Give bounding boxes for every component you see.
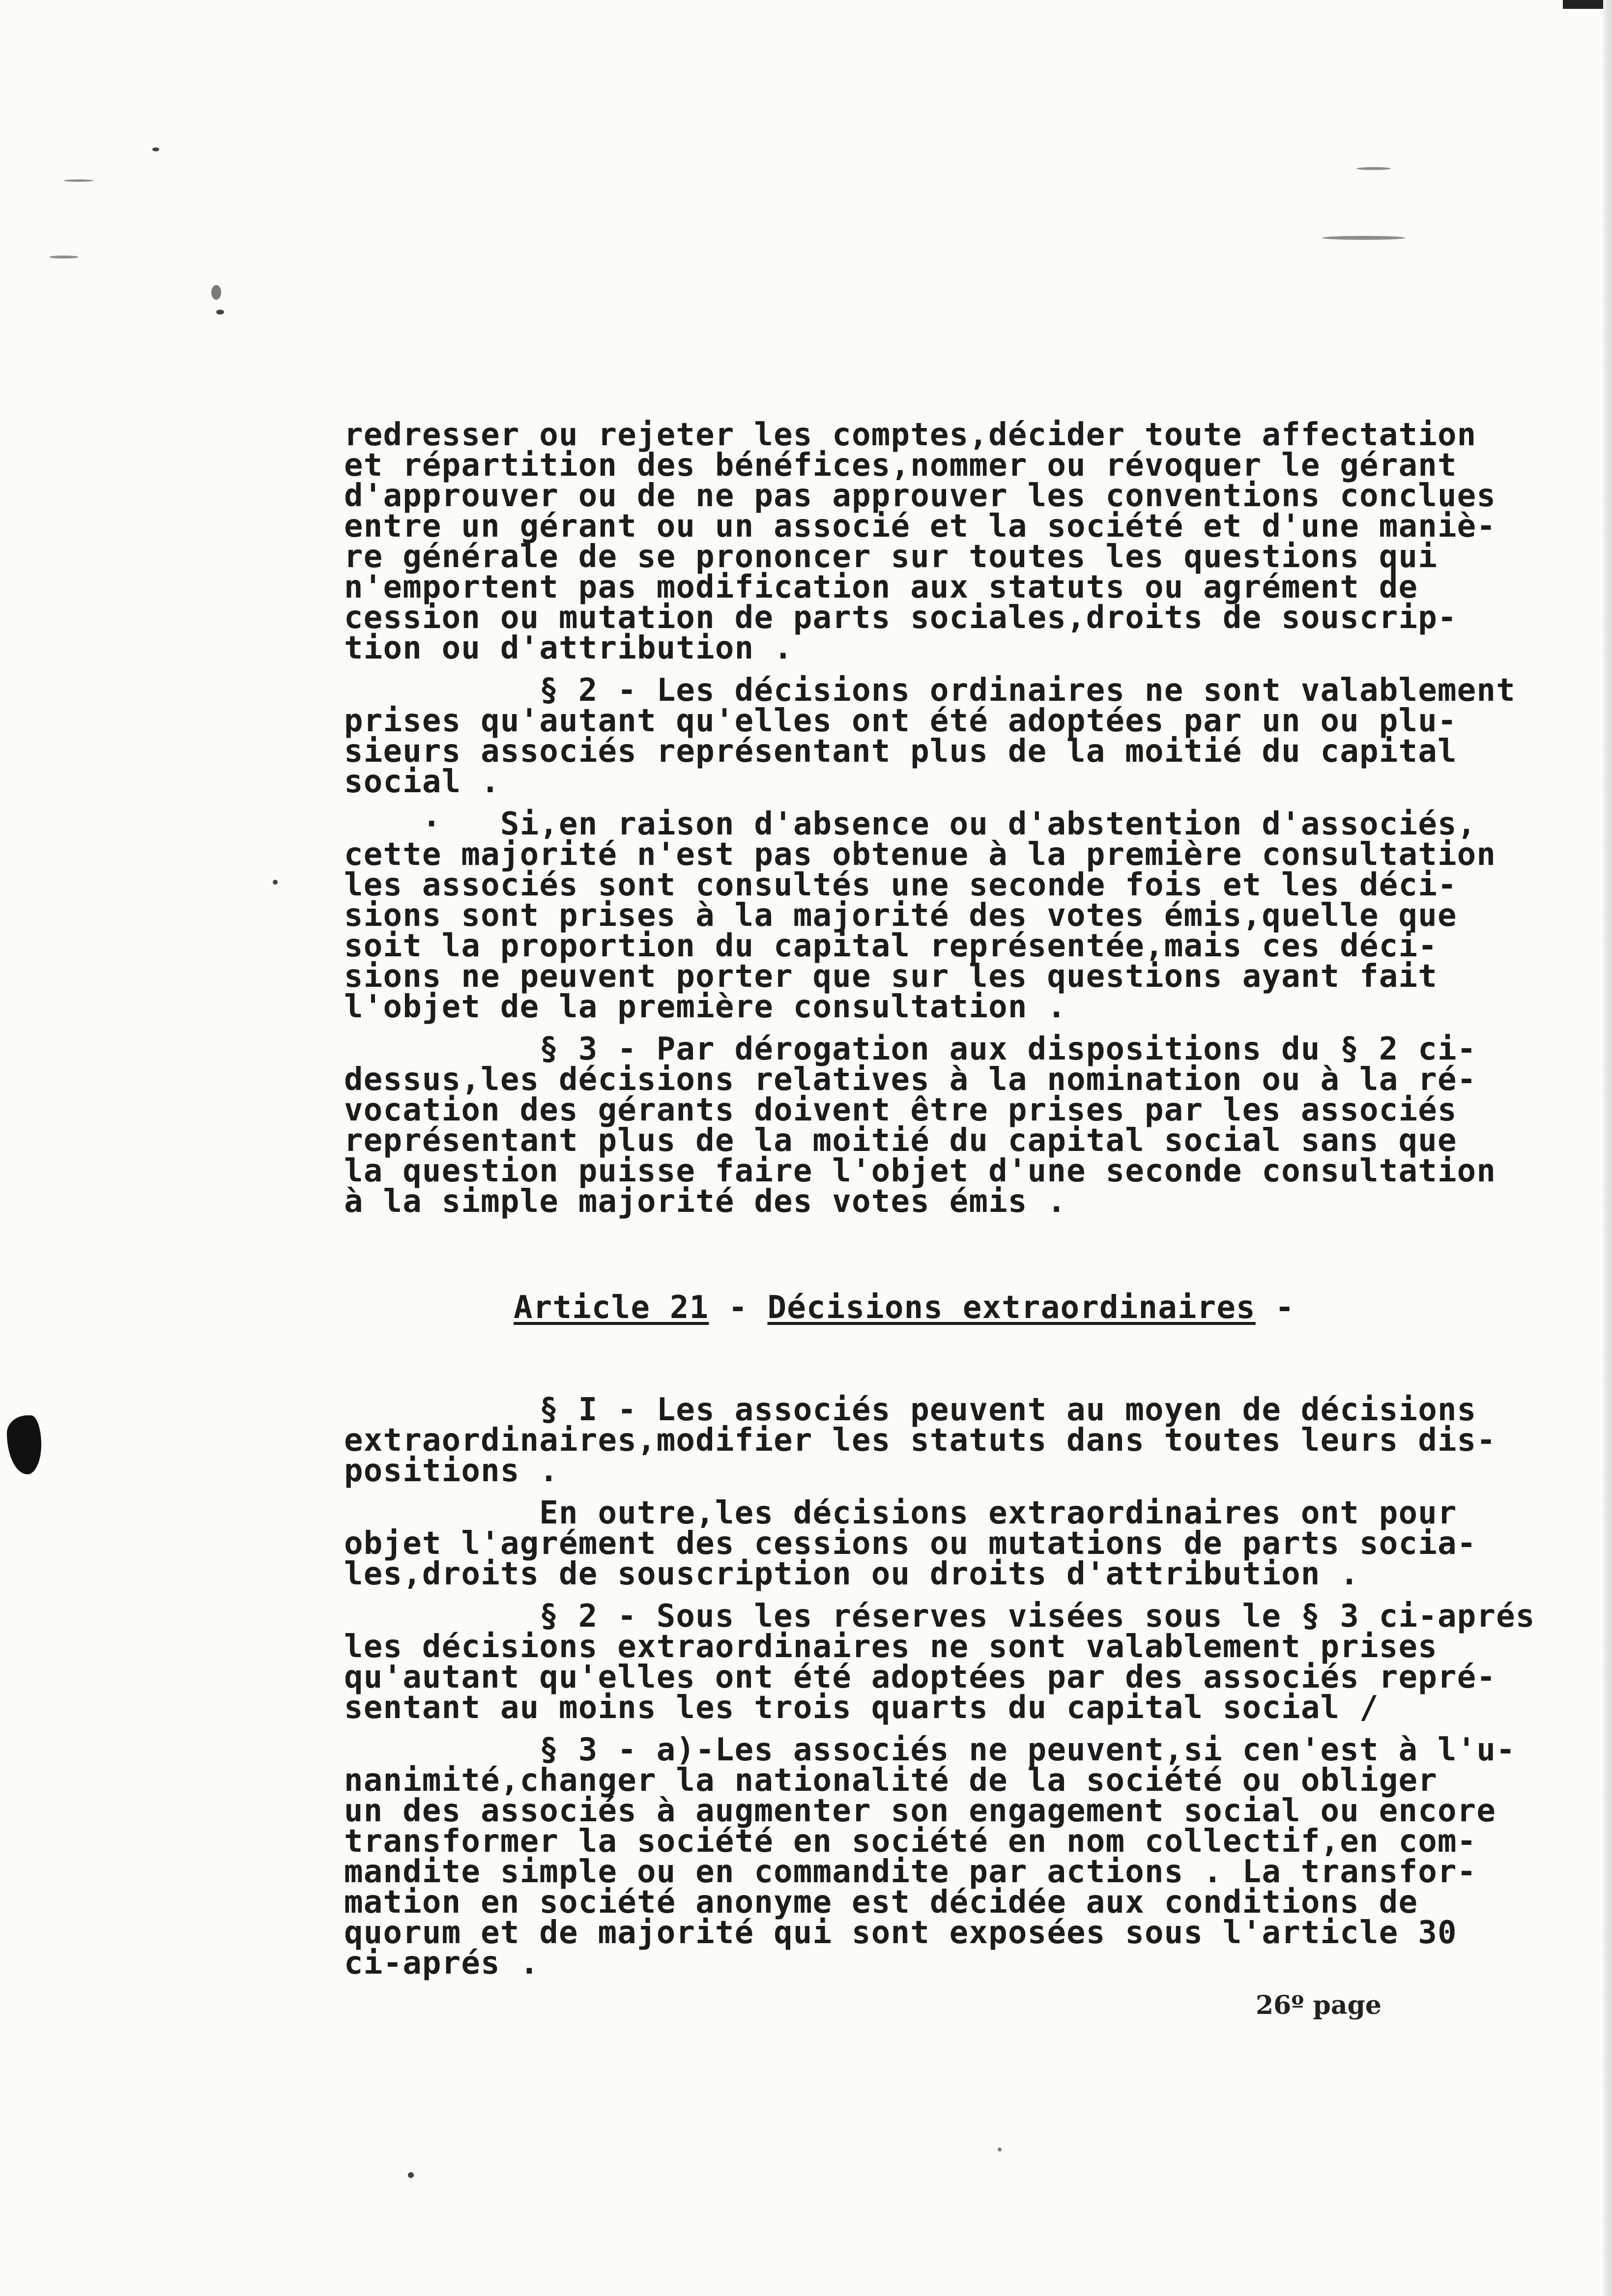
text-line: mation en société anonyme est décidée aux conditions de	[344, 1884, 1418, 1921]
text-line: redresser ou rejeter les comptes,décider toute affectation	[344, 417, 1477, 453]
scan-speck	[64, 179, 93, 182]
scan-speck	[1356, 167, 1391, 170]
text-line: entre un gérant ou un associé et la société et d'une maniè-	[344, 508, 1497, 545]
paragraph	[344, 672, 1553, 800]
scan-speck	[49, 256, 79, 258]
text-line: sieurs associés représentant plus de la moitié du capital	[344, 733, 1457, 770]
text-line: n'emportent pas modification aux statuts ou agrément de	[344, 569, 1418, 605]
document-text	[344, 359, 1553, 2051]
text-line: § I - Les associés peuvent au moyen de décisions	[344, 1392, 1477, 1428]
text-line: objet l'agrément des cessions ou mutations de parts socia-	[344, 1525, 1477, 1562]
text-line: · Si,en raison d'absence ou d'abstention d'associés,	[344, 806, 1477, 842]
paragraph	[344, 1732, 1553, 1981]
text-line: et répartition des bénéfices,nommer ou révoquer le gérant	[344, 447, 1457, 484]
text-line: un des associés à augmenter son engagement social ou encore	[344, 1793, 1497, 1829]
paragraph	[344, 1392, 1553, 1489]
text-line: qu'autant qu'elles ont été adoptées par des associés repré-	[344, 1659, 1497, 1695]
heading-suffix: -	[1255, 1290, 1295, 1326]
heading-separator: -	[709, 1290, 768, 1326]
text-line: sentant au moins les trois quarts du capital social /	[344, 1690, 1379, 1726]
text-line: soit la proportion du capital représentée,mais ces déci-	[344, 928, 1438, 964]
text-line: sions ne peuvent porter que sur les questions ayant fait	[344, 958, 1438, 995]
text-line: cette majorité n'est pas obtenue à la première consultation	[344, 836, 1497, 873]
scan-speck	[408, 2172, 414, 2178]
text-line: l'objet de la première consultation .	[344, 989, 1067, 1025]
text-line: prises qu'autant qu'elles ont été adoptées par un ou plu-	[344, 703, 1457, 739]
scan-edge-right	[1603, 0, 1612, 2296]
text-line: représentant plus de la moitié du capital social sans que	[344, 1122, 1457, 1159]
paragraph	[344, 1495, 1553, 1592]
text-line: les décisions extraordinaires ne sont valablement prises	[344, 1629, 1438, 1665]
text-line: § 3 - a)-Les associés ne peuvent,si cen'est à l'u-	[344, 1732, 1516, 1768]
scan-speck	[1322, 236, 1406, 240]
text-line: § 2 - Les décisions ordinaires ne sont valablement	[344, 672, 1516, 709]
paragraph	[344, 806, 1553, 1025]
text-line: tion ou d'attribution .	[344, 630, 793, 666]
scan-speck	[216, 310, 224, 315]
text-line: positions .	[344, 1453, 559, 1489]
scan-speck	[152, 147, 159, 151]
text-line: sions sont prises à la majorité des votes émis,quelle que	[344, 897, 1457, 934]
scan-speck	[211, 285, 221, 300]
text-line: social .	[344, 764, 500, 800]
ink-blot	[7, 1415, 41, 1474]
article-number: Article 21	[514, 1290, 709, 1326]
paragraph	[344, 417, 1553, 666]
text-line: à la simple majorité des votes émis .	[344, 1183, 1067, 1220]
text-line: vocation des gérants doivent être prises par les associés	[344, 1092, 1457, 1128]
text-line: la question puisse faire l'objet d'une seconde consultation	[344, 1153, 1497, 1189]
text-line: les associés sont consultés une seconde fois et les déci-	[344, 867, 1457, 903]
text-line: re générale de se prononcer sur toutes les questions qui	[344, 539, 1438, 575]
article-title: Décisions extraordinaires	[767, 1290, 1256, 1326]
text-line: extraordinaires,modifier les statuts dans toutes leurs dis-	[344, 1422, 1497, 1459]
paragraph	[344, 1598, 1553, 1726]
text-line: nanimité,changer la nationalité de la société ou obliger	[344, 1762, 1438, 1799]
text-line: § 3 - Par dérogation aux dispositions du § 2 ci-	[344, 1031, 1477, 1067]
scan-speck	[273, 880, 278, 885]
text-line: ci-aprés .	[344, 1945, 540, 1981]
text-line: § 2 - Sous les réserves visées sous le § 3 ci-aprés	[344, 1598, 1535, 1635]
scan-speck	[998, 2148, 1002, 2152]
text-line: d'approuver ou de ne pas approuver les conventions conclues	[344, 478, 1497, 514]
text-line: transformer la société en société en nom collectif,en com-	[344, 1823, 1477, 1860]
text-line: les,droits de souscription ou droits d'attribution .	[344, 1556, 1360, 1592]
text-line: En outre,les décisions extraordinaires ont pour	[344, 1495, 1457, 1531]
text-line: quorum et de majorité qui sont exposées sous l'article 30	[344, 1915, 1457, 1951]
paragraph	[344, 1031, 1553, 1220]
text-line: mandite simple ou en commandite par actions . La transfor-	[344, 1854, 1477, 1890]
page-number: 26º page	[1256, 1990, 1382, 2020]
text-line: cession ou mutation de parts sociales,droits de souscrip-	[344, 600, 1457, 636]
text-line: dessus,les décisions relatives à la nomination ou à la ré-	[344, 1062, 1477, 1098]
article-heading	[344, 1290, 1553, 1326]
